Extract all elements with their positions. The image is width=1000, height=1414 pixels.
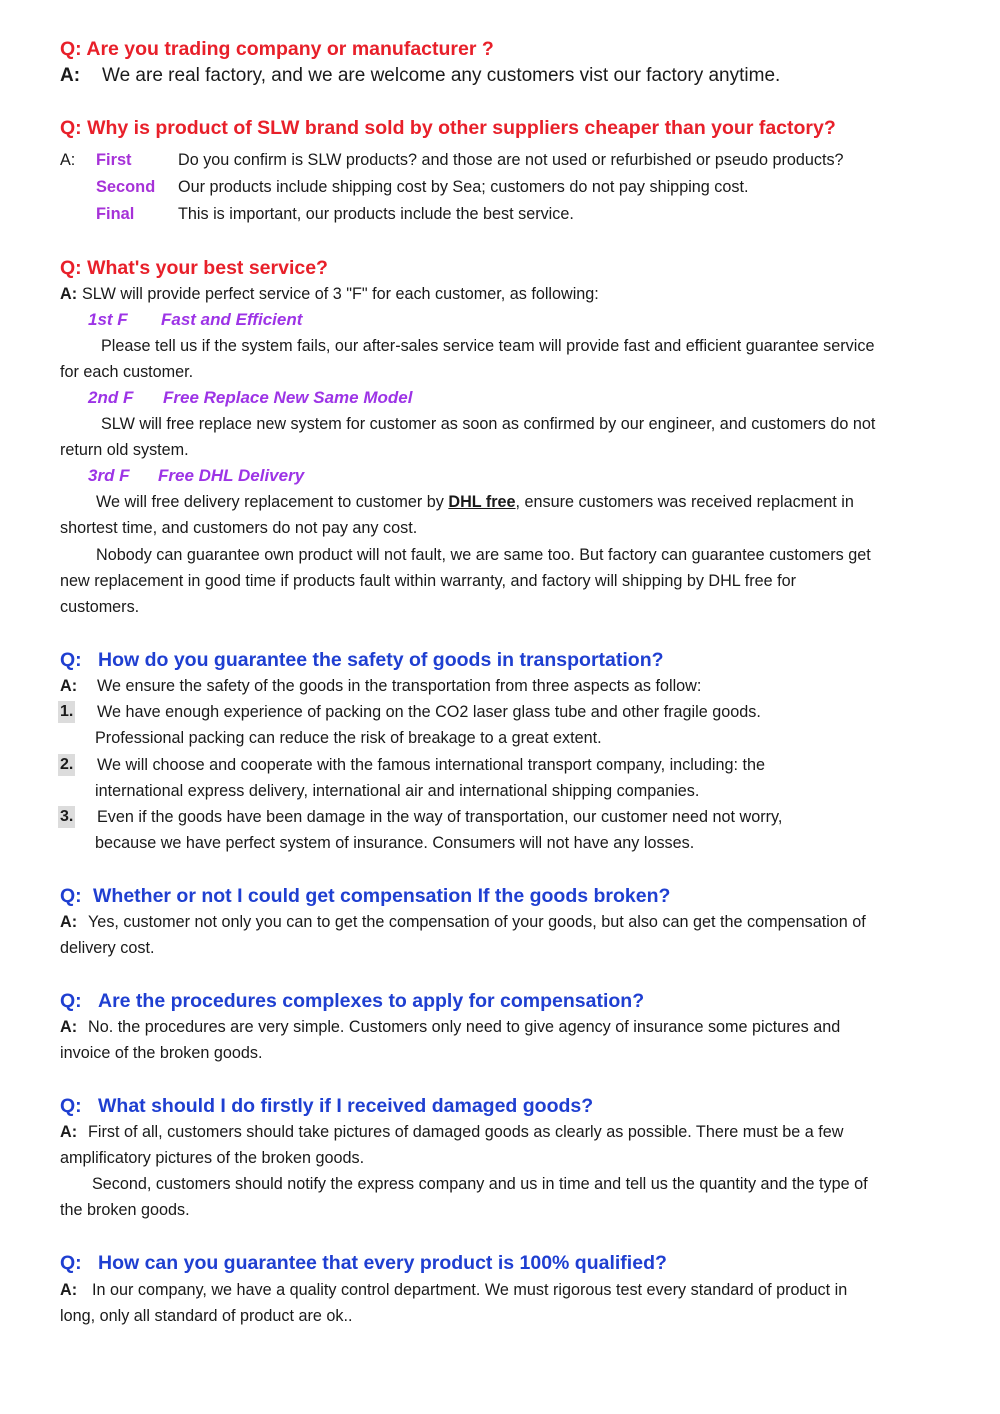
warranty-para-line2: new replacement in good time if products fault within warranty, and factory will shipping by DHL free for [60, 572, 796, 590]
question-6-label: Q: [60, 990, 82, 1012]
f1-title: Fast and Efficient [161, 310, 303, 329]
list-item-2-line2: international express delivery, international air and international shipping companies. [95, 782, 700, 800]
list-item-3-line2: because we have perfect system of insurance. Consumers will not have any losses. [95, 834, 695, 852]
answer-3-intro: SLW will provide perfect service of 3 "F" for each customer, as following: [82, 285, 599, 303]
question-8: How can you guarantee that every product is 100% qualified? [98, 1252, 667, 1274]
f1-text-line2: for each customer. [60, 363, 194, 381]
item-text-final: This is important, our products include the best service. [178, 205, 574, 223]
f3-text-line1 [96, 491, 854, 513]
question-5-label: Q: [60, 885, 82, 907]
answer-7-line3: Second, customers should notify the express company and us in time and tell us the quantity and the type of [92, 1175, 868, 1193]
warranty-para-line1: Nobody can guarantee own product will not fault, we are same too. But factory can guarantee customers get [96, 546, 871, 564]
question-6: Are the procedures complexes to apply for compensation? [98, 990, 645, 1012]
list-number-1: 1. [58, 701, 75, 723]
answer-7-label: A: [60, 1123, 78, 1141]
list-item-1-line2: Professional packing can reduce the risk of breakage to a great extent. [95, 729, 602, 747]
item-text-second: Our products include shipping cost by Sea; customers do not pay shipping cost. [178, 178, 749, 196]
answer-8-line2: long, only all standard of product are ok.. [60, 1307, 353, 1325]
list-item-2-line1: We will choose and cooperate with the famous international transport company, including: the [97, 756, 765, 774]
f3-title: Free DHL Delivery [158, 466, 305, 485]
dhl-free-text: DHL free [448, 493, 516, 511]
f1-number: 1st F [88, 310, 128, 329]
answer-6-label: A: [60, 1018, 78, 1036]
answer-7-line1: First of all, customers should take pictures of damaged goods as clearly as possible. There must be a few [88, 1123, 844, 1141]
answer-7-line4: the broken goods. [60, 1201, 190, 1219]
item-label-second: Second [96, 178, 156, 196]
question-2: Q: Why is product of SLW brand sold by other suppliers cheaper than your factory? [60, 117, 836, 139]
item-label-final: Final [96, 205, 135, 223]
answer-8-line1: In our company, we have a quality control department. We must rigorous test every standard of product in [92, 1281, 848, 1299]
f2-text-line1: SLW will free replace new system for customer as soon as confirmed by our engineer, and customers do not [101, 415, 876, 433]
answer-5-line2: delivery cost. [60, 939, 155, 957]
answer-1-label: A: [60, 65, 81, 86]
f3-text-line2: shortest time, and customers do not pay any cost. [60, 519, 418, 537]
list-number-2: 2. [58, 754, 75, 776]
f3-text-post: , ensure customers was received replacment in [515, 493, 854, 511]
f1-text-line1: Please tell us if the system fails, our after-sales service team will provide fast and efficient guarantee service [101, 337, 875, 355]
answer-4-intro: We ensure the safety of the goods in the transportation from three aspects as follow: [97, 677, 702, 695]
question-8-label: Q: [60, 1252, 82, 1274]
question-1: Q: Are you trading company or manufacturer ? [60, 38, 494, 60]
answer-6-line1: No. the procedures are very simple. Customers only need to give agency of insurance some pictures and [88, 1018, 841, 1036]
f2-title: Free Replace New Same Model [163, 388, 413, 407]
question-4-label: Q: [60, 649, 82, 671]
question-7: What should I do firstly if I received damaged goods? [98, 1095, 594, 1117]
answer-4-label: A: [60, 677, 78, 695]
answer-2-label: A: [60, 151, 76, 169]
f3-number: 3rd F [88, 466, 130, 485]
question-4: How do you guarantee the safety of goods in transportation? [98, 649, 664, 671]
answer-7-line2: amplificatory pictures of the broken goods. [60, 1149, 365, 1167]
answer-5-label: A: [60, 913, 78, 931]
question-5: Whether or not I could get compensation If the goods broken? [93, 885, 671, 907]
f2-text-line2: return old system. [60, 441, 189, 459]
f3-text-pre: We will free delivery replacement to customer by [96, 493, 449, 511]
list-item-1-line1: We have enough experience of packing on the CO2 laser glass tube and other fragile goods. [97, 703, 761, 721]
answer-8-label: A: [60, 1281, 78, 1299]
list-item-3-line1: Even if the goods have been damage in the way of transportation, our customer need not worry, [97, 808, 783, 826]
question-3: Q: What's your best service? [60, 257, 328, 279]
list-number-3: 3. [58, 806, 75, 828]
answer-6-line2: invoice of the broken goods. [60, 1044, 263, 1062]
item-text-first: Do you confirm is SLW products? and those are not used or refurbished or pseudo products? [178, 151, 844, 169]
answer-3-label: A: [60, 285, 78, 303]
answer-5-line1: Yes, customer not only you can to get the compensation of your goods, but also can get the compensation of [88, 913, 866, 931]
f2-number: 2nd F [88, 388, 134, 407]
item-label-first: First [96, 151, 132, 169]
warranty-para-line3: customers. [60, 598, 140, 616]
answer-1: We are real factory, and we are welcome any customers vist our factory anytime. [102, 65, 781, 86]
question-7-label: Q: [60, 1095, 82, 1117]
